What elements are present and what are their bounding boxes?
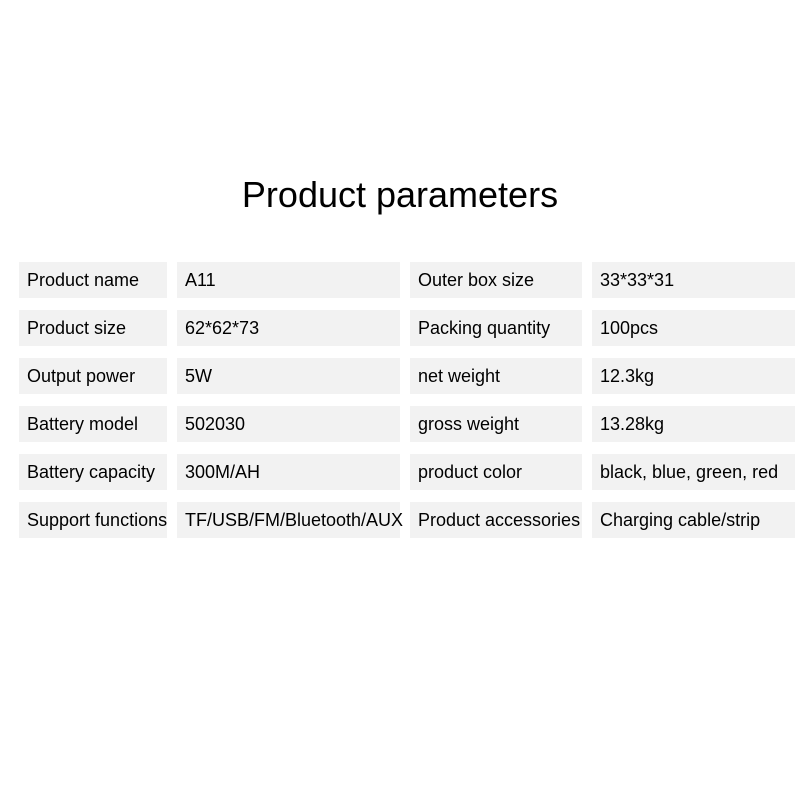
param-value-cell: 62*62*73 [177,310,400,346]
param-value-cell: black, blue, green, red [592,454,795,490]
param-value-cell: 300M/AH [177,454,400,490]
param-label-cell: Battery model [19,406,167,442]
param-label-cell: gross weight [410,406,582,442]
param-value-cell: TF/USB/FM/Bluetooth/AUX [177,502,400,538]
param-value-cell: 33*33*31 [592,262,795,298]
param-label-cell: Support functions [19,502,167,538]
param-label-cell: Battery capacity [19,454,167,490]
param-label-cell: Packing quantity [410,310,582,346]
param-label-cell: product color [410,454,582,490]
param-value-cell: 12.3kg [592,358,795,394]
param-label-cell: Product accessories [410,502,582,538]
param-label-cell: net weight [410,358,582,394]
param-value-cell: 13.28kg [592,406,795,442]
param-label-cell: Product size [19,310,167,346]
product-parameters-table [19,262,795,538]
param-value-cell: A11 [177,262,400,298]
param-value-cell: Charging cable/strip [592,502,795,538]
param-label-cell: Product name [19,262,167,298]
param-value-cell: 5W [177,358,400,394]
param-label-cell: Outer box size [410,262,582,298]
param-value-cell: 100pcs [592,310,795,346]
page-title: Product parameters [241,174,559,216]
param-value-cell: 502030 [177,406,400,442]
param-label-cell: Output power [19,358,167,394]
